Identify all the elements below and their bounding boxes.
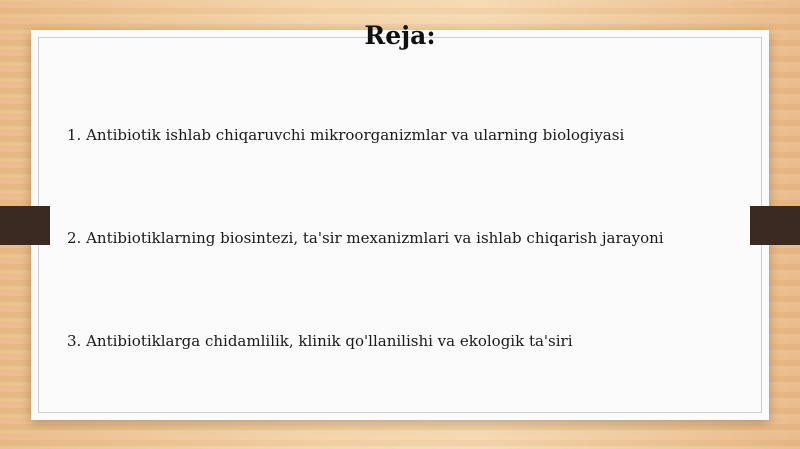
panel-inner-border xyxy=(38,37,762,413)
list-item: 1. Antibiotik ishlab chiqaruvchi mikroorganizmlar va ularning biologiyasi xyxy=(67,126,625,144)
list-item: 2. Antibiotiklarning biosintezi, ta'sir mexanizmlari va ishlab chiqarish jarayoni xyxy=(67,229,664,247)
content-panel xyxy=(31,30,769,420)
left-side-tab xyxy=(0,206,50,245)
list-item: 3. Antibiotiklarga chidamlilik, klinik qo'llanilishi va ekologik ta'siri xyxy=(67,332,573,350)
right-side-tab xyxy=(750,206,800,245)
slide-title: Reja: xyxy=(364,21,436,50)
